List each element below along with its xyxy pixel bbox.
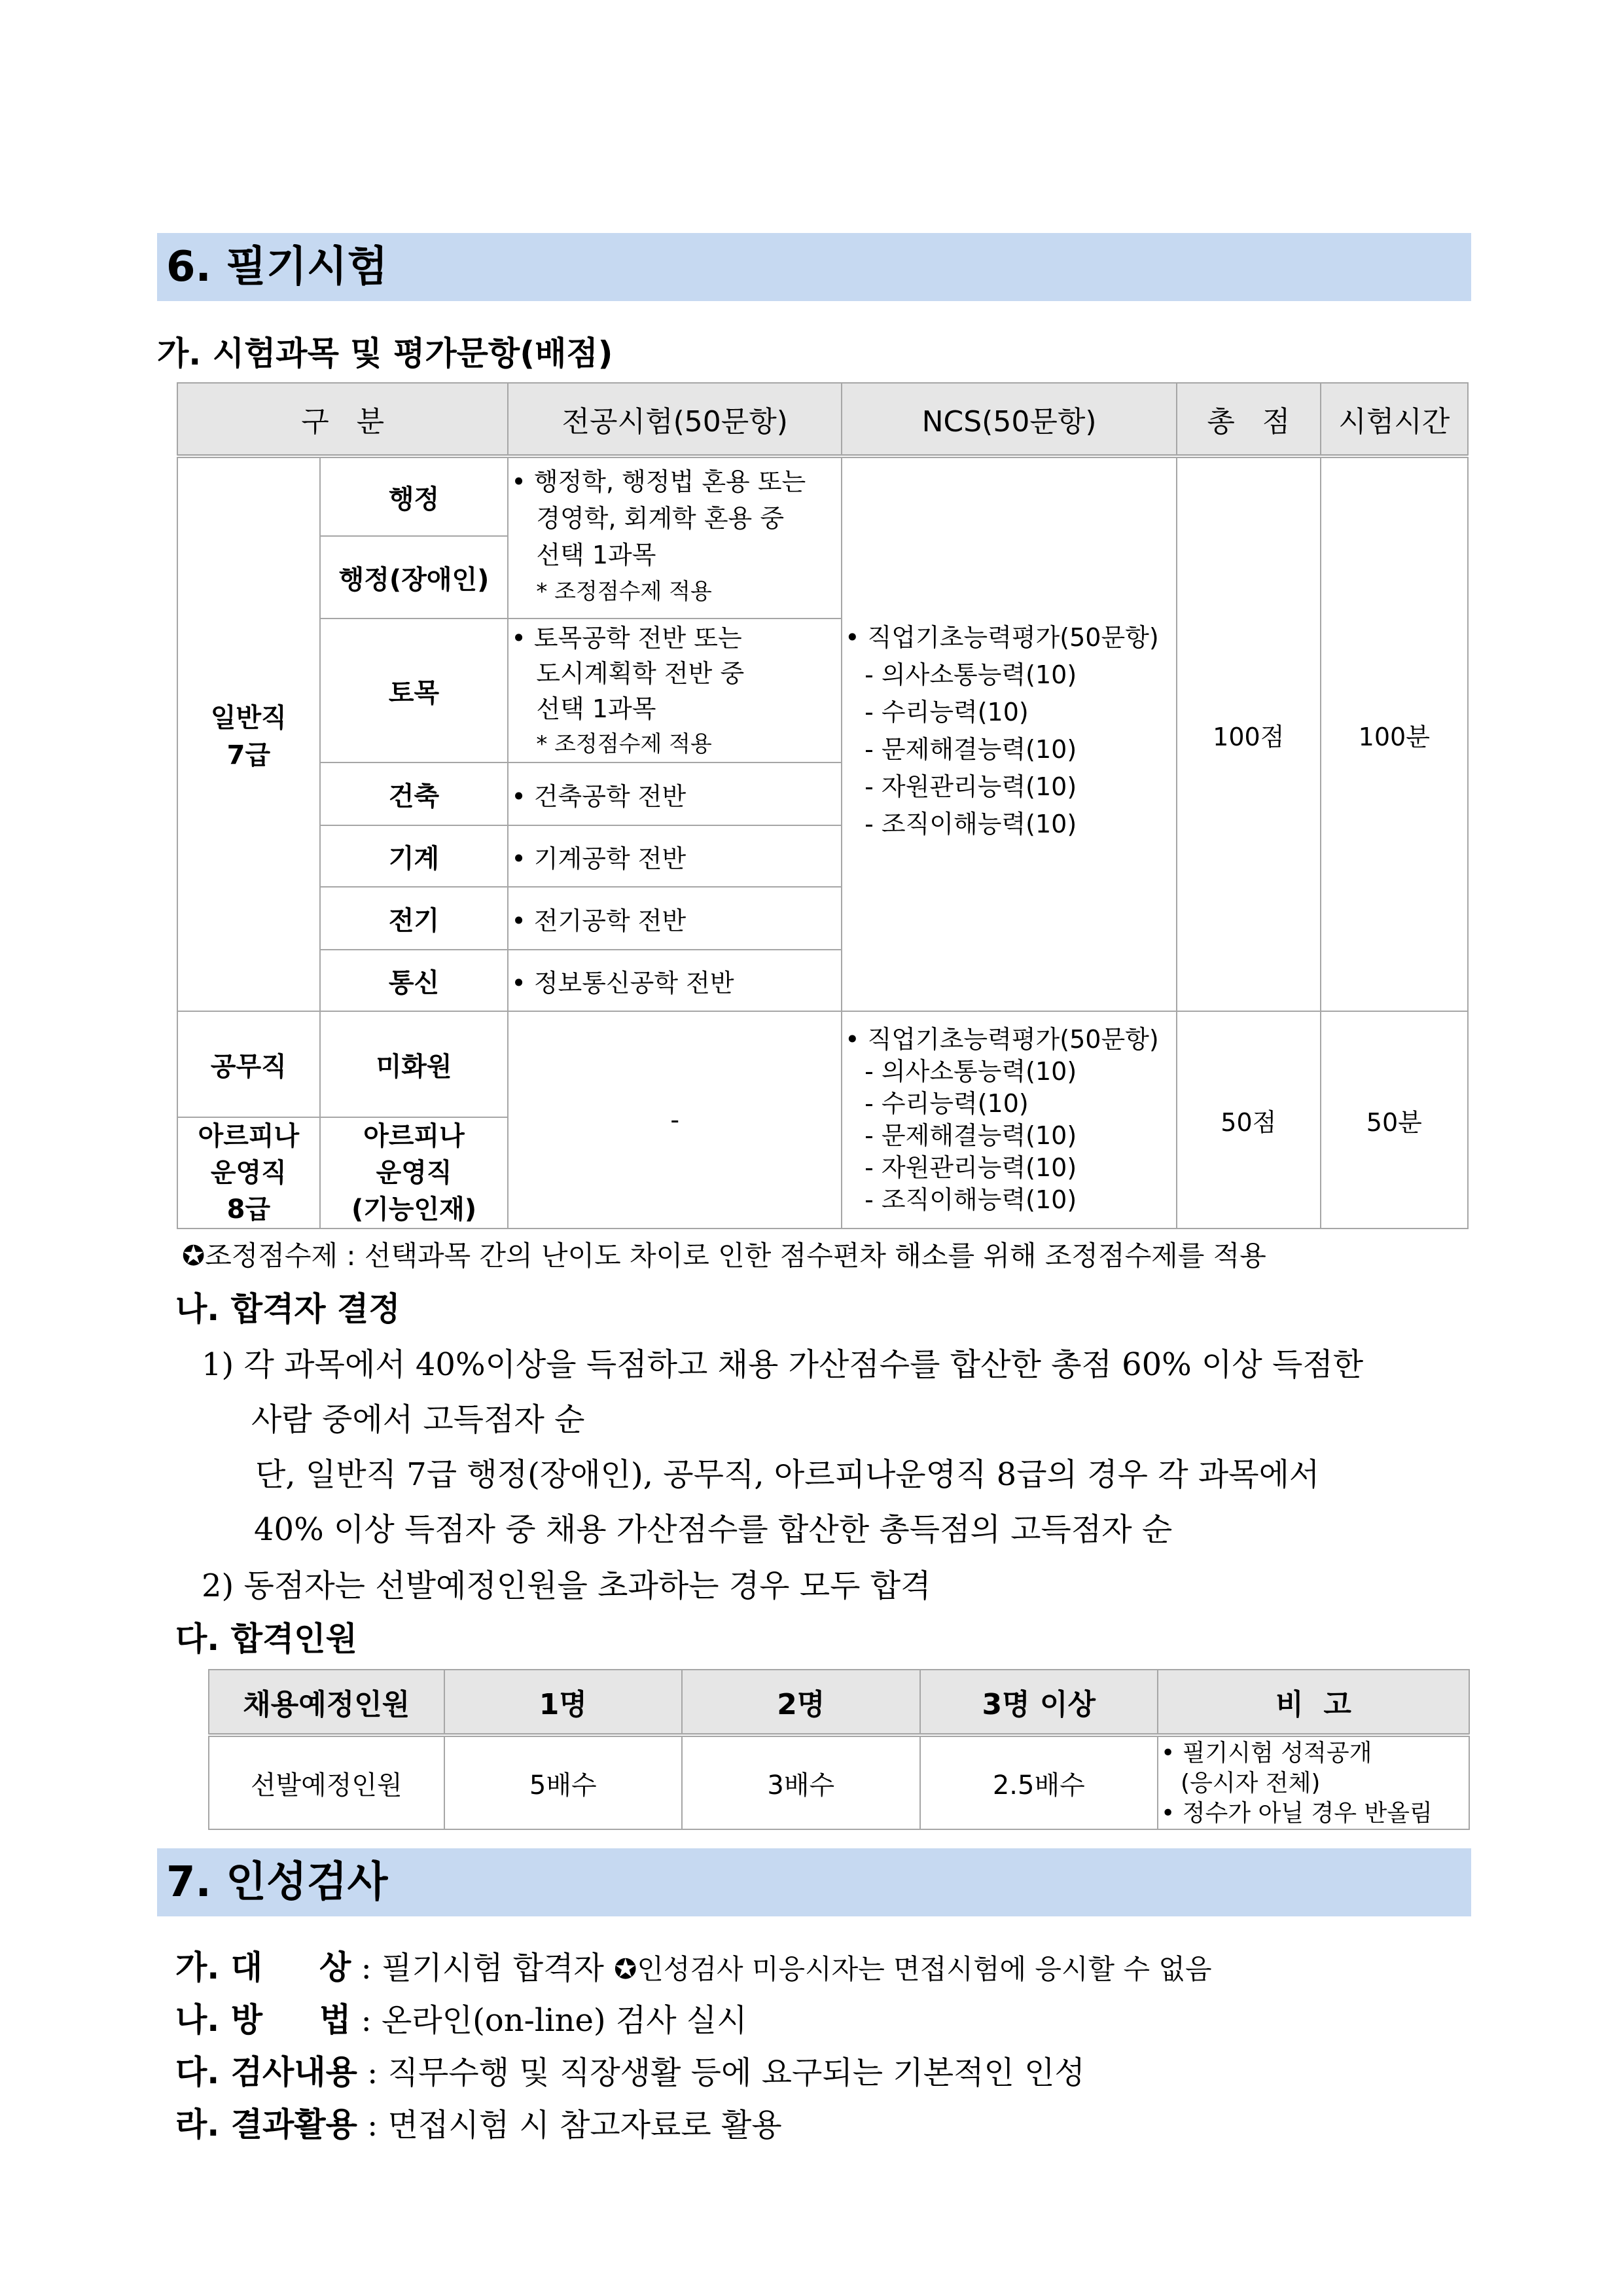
- header-time: 시험시간: [1321, 383, 1468, 456]
- personality-usage-line: [175, 2098, 782, 2145]
- target-label: 가. 대 상: [175, 1948, 351, 1986]
- header-one: 1명: [444, 1670, 683, 1735]
- table-row: [177, 1011, 1468, 1117]
- personality-method-line: [175, 1994, 747, 2041]
- method-text: : 온라인(on-line) 검사 실시: [351, 2002, 747, 2039]
- general-total-score: 100점: [1177, 456, 1321, 1011]
- personality-target-line: [175, 1941, 1212, 1988]
- civil-major-subjects: • 토목공학 전반 또는 도시계획학 전반 중 선택 1과목 * 조정점수제 적용: [508, 619, 842, 762]
- target-text: : 필기시험 합격자: [351, 1950, 615, 1986]
- cell-multiplier-one: 5배수: [444, 1735, 683, 1829]
- content-label: 다. 검사내용: [175, 2053, 357, 2091]
- subsection-c-title: 다. 합격인원: [175, 1620, 357, 1658]
- table-header-row: [209, 1670, 1469, 1735]
- cell-multiplier-two: 3배수: [682, 1735, 920, 1829]
- other-ncs-subjects: • 직업기초능력평가(50문항) - 의사소통능력(10) - 수리능력(10) - 문제해결능력(10) - 자원관리능력(10) - 조직이해능력(10): [842, 1011, 1177, 1229]
- target-note: ✪인성검사 미응시자는 면접시험에 응시할 수 없음: [614, 1953, 1212, 1985]
- field-arpina: 아르피나 운영직 (기능인재): [320, 1117, 508, 1229]
- telecom-major: • 정보통신공학 전반: [508, 950, 842, 1011]
- header-two: 2명: [682, 1670, 920, 1735]
- other-major-exam: -: [508, 1011, 842, 1229]
- header-planned-hires: 채용예정인원: [209, 1670, 444, 1735]
- header-category: 구 분: [177, 383, 508, 456]
- general-7-category: 일반직 7급: [177, 456, 320, 1011]
- field-electrical: 전기: [320, 887, 508, 950]
- personality-content-line: [175, 2046, 1085, 2093]
- mechanical-major: • 기계공학 전반: [508, 825, 842, 887]
- tie-rule-line: 2) 동점자는 선발예정인원을 초과하는 경우 모두 합격: [202, 1568, 931, 1604]
- cell-multiplier-three: 2.5배수: [920, 1735, 1158, 1829]
- field-mechanical: 기계: [320, 825, 508, 887]
- subsection-a-title: 가. 시험과목 및 평가문항(배점): [157, 334, 613, 372]
- other-total-score: 50점: [1177, 1011, 1321, 1229]
- usage-label: 라. 결과활용: [175, 2106, 357, 2144]
- header-remarks: 비 고: [1158, 1670, 1469, 1735]
- field-telecom: 통신: [320, 950, 508, 1011]
- pass-count-table: [208, 1669, 1470, 1830]
- header-three-plus: 3명 이상: [920, 1670, 1158, 1735]
- content-text: : 직무수행 및 직장생활 등에 요구되는 기본적인 인성: [357, 2054, 1085, 2091]
- section-6-title: 6. 필기시험: [166, 243, 388, 291]
- pass-criteria-line-2: 사람 중에서 고득점자 순: [251, 1401, 585, 1438]
- field-cleaner: 미화원: [320, 1011, 508, 1117]
- general-exam-time: 100분: [1321, 456, 1468, 1011]
- field-admin-disabled: 행정(장애인): [320, 536, 508, 619]
- header-total: 총 점: [1177, 383, 1321, 456]
- table-header-row: [177, 383, 1468, 456]
- field-civil: 토목: [320, 619, 508, 762]
- table-row: [177, 456, 1468, 536]
- cell-selection-count: 선발예정인원: [209, 1735, 444, 1829]
- section-7-header-bar: [157, 1848, 1471, 1916]
- subsection-b-title: 나. 합격자 결정: [175, 1290, 401, 1328]
- field-architecture: 건축: [320, 762, 508, 825]
- field-admin: 행정: [320, 456, 508, 536]
- cell-remarks: • 필기시험 성적공개 (응시자 전체) • 정수가 아닐 경우 반올림: [1158, 1735, 1469, 1829]
- category-arpina: 아르피나 운영직 8급: [177, 1117, 320, 1229]
- other-exam-time: 50분: [1321, 1011, 1468, 1229]
- section-7-title: 7. 인성검사: [166, 1858, 388, 1907]
- adjusted-score-note: ✪조정점수제 : 선택과목 간의 난이도 차이로 인한 점수편차 해소를 위해 조정점수제를 적용: [182, 1240, 1266, 1272]
- pass-criteria-line-3: 단, 일반직 7급 행정(장애인), 공무직, 아르피나운영직 8급의 경우 각 과목에서: [255, 1456, 1320, 1493]
- general-ncs-subjects: • 직업기초능력평가(50문항) - 의사소통능력(10) - 수리능력(10) - 문제해결능력(10) - 자원관리능력(10) - 조직이해능력(10): [842, 456, 1177, 1011]
- category-public-service: 공무직: [177, 1011, 320, 1117]
- usage-text: : 면접시험 시 참고자료로 활용: [357, 2107, 782, 2144]
- exam-subjects-table: [177, 382, 1469, 1229]
- header-major-exam: 전공시험(50문항): [508, 383, 842, 456]
- architecture-major: • 건축공학 전반: [508, 762, 842, 825]
- table-row: [209, 1735, 1469, 1829]
- header-ncs: NCS(50문항): [842, 383, 1177, 456]
- section-6-header-bar: [157, 233, 1471, 301]
- pass-criteria-line-4: 40% 이상 득점자 중 채용 가산점수를 합산한 총득점의 고득점자 순: [254, 1511, 1173, 1548]
- electrical-major: • 전기공학 전반: [508, 887, 842, 950]
- method-label: 나. 방 법: [175, 2001, 351, 2039]
- admin-major-subjects: • 행정학, 행정법 혼용 또는 경영학, 회계학 혼용 중 선택 1과목 * 조정점수제 적용: [508, 456, 842, 619]
- pass-criteria-line-1: 1) 각 과목에서 40%이상을 득점하고 채용 가산점수를 합산한 총점 60% 이상 득점한: [202, 1346, 1364, 1383]
